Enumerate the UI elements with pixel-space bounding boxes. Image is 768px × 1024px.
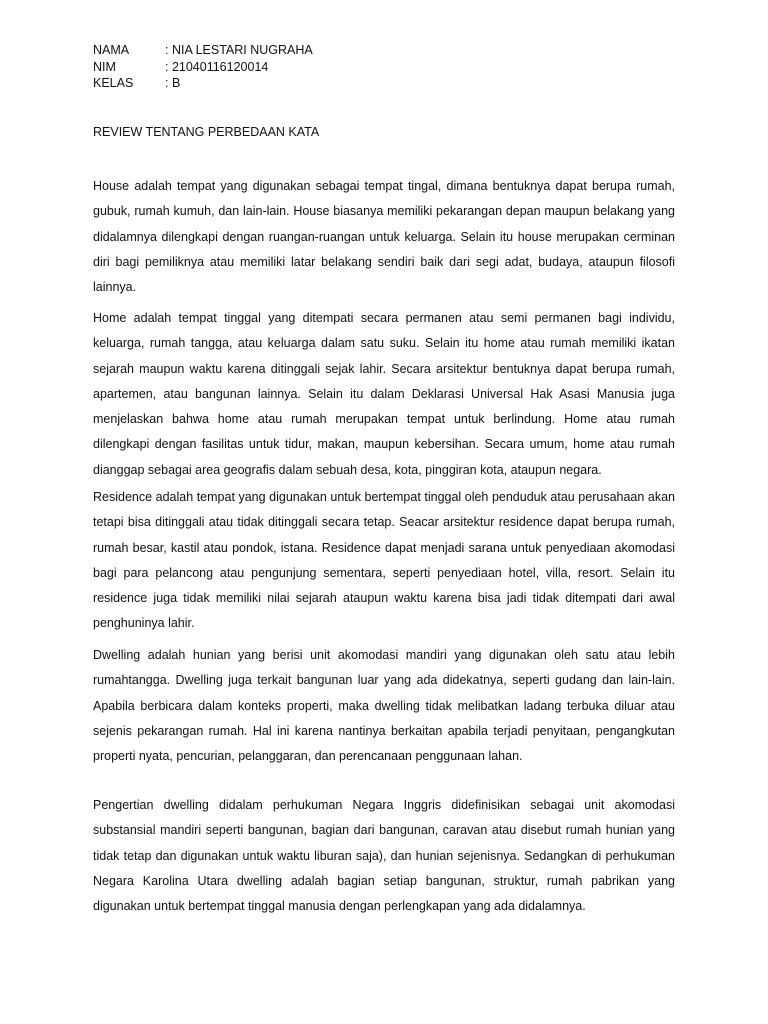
student-id-row — [93, 59, 313, 76]
paragraph-residence: Residence adalah tempat yang digunakan untuk bertempat tinggal oleh penduduk atau perusahaan akan tetapi bisa ditinggali atau tidak ditinggali secara tetap. Seacar arsitektur residence dapat berupa rumah, rumah besar, kastil atau pondok, istana. Residence dapat menjadi sarana untuk penyediaan akomodasi bagi para pelancong atau pengunjung sementara, seperti penyediaan hotel, villa, resort. Selain itu residence juga tidak memiliki nilai sejarah ataupun waktu karena bisa jadi tidak ditempati dari awal penghuninya lahir. — [93, 490, 675, 631]
class-row — [93, 75, 313, 92]
paragraph-house: House adalah tempat yang digunakan sebagai tempat tingal, dimana bentuknya dapat berupa rumah, gubuk, rumah kumuh, dan lain-lain. House biasanya memiliki pekarangan depan maupun belakang yang didalamnya dilengkapi dengan ruangan-ruangan untuk keluarga. Selain itu house merupakan cerminan diri bagi pemiliknya atau memiliki latar belakang sendiri baik dari segi adat, budaya, ataupun filosofi lainnya. — [93, 179, 675, 295]
class-value: : B — [165, 76, 181, 90]
student-name-row — [93, 42, 313, 59]
name-value: : NIA LESTARI NUGRAHA — [165, 43, 313, 57]
id-label: NIM — [93, 59, 116, 74]
student-info — [93, 42, 313, 92]
document-title: REVIEW TENTANG PERBEDAAN KATA — [93, 125, 320, 139]
class-label: KELAS — [93, 76, 134, 90]
paragraph-dwelling-definition: Pengertian dwelling didalam perhukuman Negara Inggris didefinisikan sebagai unit akomodasi substansial mandiri seperti bangunan, bagian dari bangunan, caravan atau disebut rumah hunian yang tidak tetap dan digunakan untuk waktu liburan saja), dan hunian sejenisnya. Sedangkan di perhukuman Negara Karolina Utara dwelling adalah bagian setiap bangunan, struktur, rumah pabrikan yang digunakan untuk bertempat tinggal manusia dengan perlengkapan yang ada didalamnya. — [93, 798, 675, 914]
name-label: NAMA — [93, 43, 130, 57]
id-value: : 21040116120014 — [165, 59, 269, 74]
paragraph-home: Home adalah tempat tinggal yang ditempati secara permanen atau semi permanen bagi individu, keluarga, rumah tangga, atau keluarga dalam satu suku. Selain itu home atau rumah memiliki ikatan sejarah maupun waktu karena ditinggali sejak lahir. Secara arsitektur bentuknya dapat berupa rumah, apartemen, atau bangunan lainnya. Selain itu dalam Deklarasi Universal Hak Asasi Manusia juga menjelaskan bahwa home atau rumah merupakan tempat untuk berlindung. Home atau rumah dilengkapi dengan fasilitas untuk tidur, makan, maupun kebersihan. Secara umum, home atau rumah dianggap sebagai area geografis dalam sebuah desa, kota, pinggiran kota, ataupun negara. — [93, 311, 675, 477]
paragraph-dwelling: Dwelling adalah hunian yang berisi unit akomodasi mandiri yang digunakan oleh satu atau lebih rumahtangga. Dwelling juga terkait bangunan luar yang ada didekatnya, seperti gudang dan lain-lain. Apabila berbicara dalam konteks properti, maka dwelling tidak melibatkan ladang terbuka diluar atau sejenis pekarangan rumah. Hal ini karena nantinya berkaitan apabila terjadi penyitaan, pengangkutan properti nyata, pencurian, pelanggaran, dan perencanaan penggunaan lahan. — [93, 648, 675, 764]
